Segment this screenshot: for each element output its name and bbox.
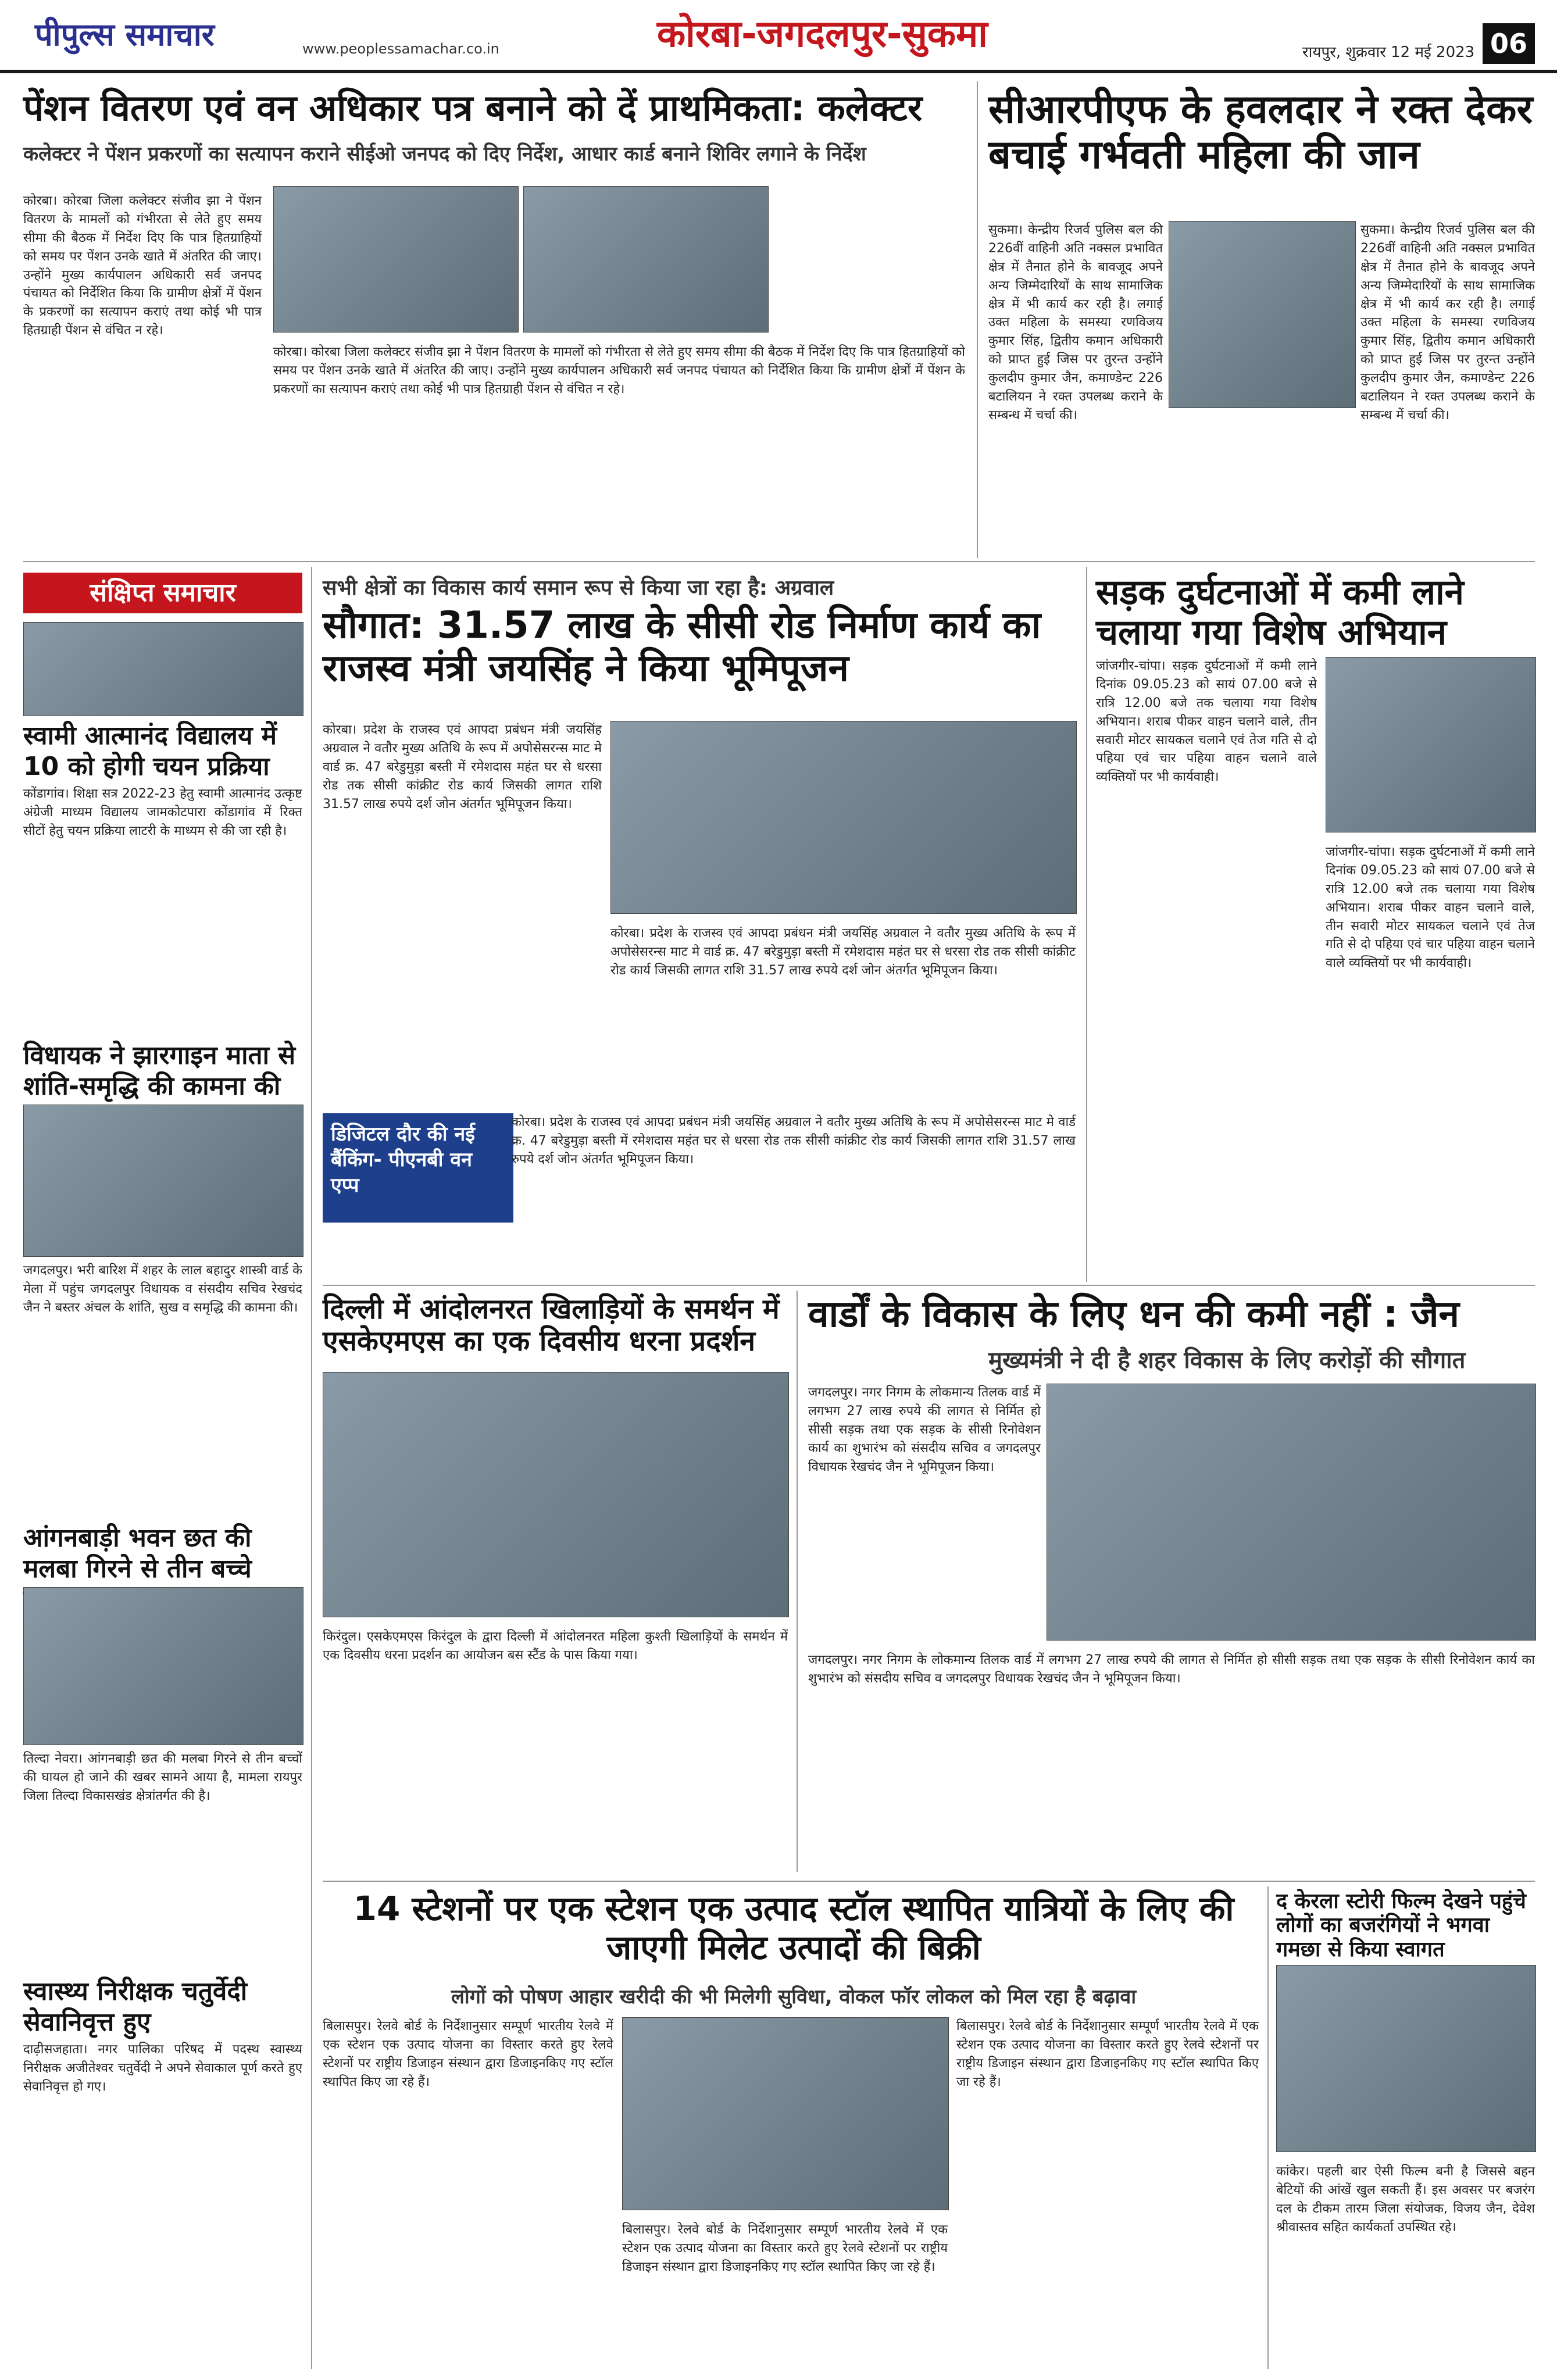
column-divider (1267, 1886, 1269, 2369)
brief1-body: कोंडागांव। शिक्षा सत्र 2022-23 हेतु स्वामी आत्मानंद उत्कृष्ट अंग्रेजी माध्यम विद्यालय जामकोटपारा कोंडागांव में रिक्त सीटों हेतु चयन प्रक्रिया लाटरी के माध्यम से की जा रही है। (23, 787, 302, 838)
section-title: कोरबा-जगदलपुर-सुकमा (657, 13, 988, 56)
brief2-body: जगदलपुर। भरी बारिश में शहर के लाल बहादुर शास्त्री वार्ड के मेला में पहुंच जगदलपुर विधायक व संसदीय सचिव रेखचंद जैन ने बस्तर अंचल के शांति, सुख व समृद्धि की कामना की। (23, 1263, 302, 1315)
story1-headline: पेंशन वितरण एवं वन अधिकार पत्र बनाने को दें प्राथमिकता: कलेक्टर (23, 87, 923, 129)
column-divider (311, 567, 312, 2369)
brief4-body: दाढ़ीसजहाता। नगर पालिका परिषद में पदस्थ स्वास्थ्य निरीक्षक अजीतेश्वर चतुर्वेदी ने अपने सेवाकाल पूर्ण करते हुए सेवानिवृत्त हो गए। (23, 2042, 302, 2094)
story4-body-cont: जांजगीर-चांपा। सड़क दुर्घटनाओं में कमी लाने दिनांक 09.05.23 को सायं 07.00 बजे से रात्रि 12.00 बजे तक चलाया गया विशेष अभियान। शराब पीकर वाहन चलाने वाले, तीन सवारी मोटर सायकल चलाने एवं तेज गति से दो पहिया एवं चार पहिया वाहन चलाने वाले व्यक्तियों पर भी कार्यवाही। (1326, 845, 1535, 971)
story3-body: कोरबा। प्रदेश के राजस्व एवं आपदा प्रबंधन मंत्री जयसिंह अग्रवाल ने वतौर मुख्य अतिथि के रूप में अपोसेसरन्स माट मे वार्ड क्र. 47 बरेडुमुड़ा बस्ती में रमेशदास महंत घर से धरसा रोड तक सीसी कांक्रीट रोड कार्य जिसकी लागत राशि 31.57 लाख रुपये दर्श जोन अंतर्गत भूमिपूजन किया। (323, 723, 602, 812)
story4-body: जांजगीर-चांपा। सड़क दुर्घटनाओं में कमी लाने दिनांक 09.05.23 को सायं 07.00 बजे से रात्रि 12.00 बजे तक चलाया गया विशेष अभियान। शराब पीकर वाहन चलाने वाले, तीन सवारी मोटर सायकल चलाने एवं तेज गति से दो पहिया एवं चार पहिया वाहन चलाने वाले व्यक्तियों पर भी कार्यवाही। (1096, 659, 1317, 785)
story6-photo (1047, 1384, 1536, 1641)
story2-headline: सीआरपीएफ के हवलदार ने रक्त देकर बचाई गर्भवती महिला की जान (988, 87, 1533, 178)
briefs-label: संक्षिप्त समाचार (23, 573, 302, 613)
story3-photo (610, 721, 1077, 914)
story4-headline: सड़क दुर्घटनाओं में कमी लाने चलाया गया विशेष अभियान (1096, 572, 1464, 653)
story6-body-cont: जगदलपुर। नगर निगम के लोकमान्य तिलक वार्ड में लगभग 27 लाख रुपये की लागत से निर्मित हो सीसी सड़क तथा एक सड़क के सीसी रिनोवेशन कार्य का शुभारंभ को संसदीय सचिव व जगदलपुर विधायक रेखचंद जैन ने भूमिपूजन किया। (808, 1653, 1535, 1686)
brief2-photo (23, 1105, 303, 1257)
dateline: रायपुर, शुक्रवार 12 मई 2023 (1302, 44, 1475, 61)
story3-headline: सौगात: 31.57 लाख के सीसी रोड निर्माण कार्य का राजस्व मंत्री जयसिंह ने किया भूमिपूजन (323, 604, 1041, 690)
story7-body: बिलासपुर। रेलवे बोर्ड के निर्देशानुसार सम्पूर्ण भारतीय रेलवे में एक स्टेशन एक उत्पाद योजना का विस्तार करते हुए रेलवे स्टेशनों पर राष्ट्रीय डिजाइन संस्थान द्वारा डिजाइनकिए गए स्टॉल स्थापित किए जा रहे हैं। (323, 2019, 613, 2089)
story1-body-cont: कोरबा। कोरबा जिला कलेक्टर संजीव झा ने पेंशन वितरण के मामलों को गंभीरता से लेते हुए समय सीमा की बैठक में निर्देश दिए कि पात्र हितग्राहियों को समय पर पेंशन उनके खाते में अंतरित की जाए। उन्होंने मुख्य कार्यपालन अधिकारी सर्व जनपद पंचायत को निर्देशित किया कि ग्रामीण क्षेत्रों में पेंशन के प्रकरणों का सत्यापन कराएं तथा कोई भी पात्र हितग्राही पेंशन से वंचित न रहे। (273, 345, 965, 396)
bank-ad[interactable]: डिजिटल दौर की नई बैंकिंग- पीएनबी वन एप्प (323, 1113, 513, 1223)
story6-headline: वार्डों के विकास के लिए धन की कमी नहीं : जैन (808, 1293, 1459, 1336)
story7-photo (622, 2017, 949, 2210)
story4-photo (1326, 657, 1536, 832)
story7-body-cont2: बिलासपुर। रेलवे बोर्ड के निर्देशानुसार सम्पूर्ण भारतीय रेलवे में एक स्टेशन एक उत्पाद योजना का विस्तार करते हुए रेलवे स्टेशनों पर राष्ट्रीय डिजाइन संस्थान द्वारा डिजाइनकिए गए स्टॉल स्थापित किए जा रहे हैं। (956, 2019, 1259, 2089)
story7-subhead: लोगों को पोषण आहार खरीदी की भी मिलेगी सुविधा, वोकल फॉर लोकल को मिल रहा है बढ़ावा (451, 1985, 1137, 2009)
brief3-body: तिल्दा नेवरा। आंगनबाड़ी छत की मलबा गिरने से तीन बच्चों की घायल हो जाने की खबर सामने आया है, मामला रायपुर जिला तिल्दा विकासखंड क्षेत्रांतर्गत की है। (23, 1752, 302, 1803)
story7-headline: 14 स्टेशनों पर एक स्टेशन एक उत्पाद स्टॉल स्थापित यात्रियों के लिए की जाएगी मिलेट उत्पादों की बिक्री (353, 1889, 1234, 1967)
website-url[interactable]: www.peoplessamachar.co.in (302, 41, 499, 57)
story2-body: सुकमा। केन्द्रीय रिजर्व पुलिस बल की 226वीं वाहिनी अति नक्सल प्रभावित क्षेत्र में तैनात होने के बावजूद अपने अन्य जिम्मेदारियों के साथ सामाजिक क्षेत्र में भी कार्य कर रही है। लगाई उक्त महिला के समस्या रणविजय कुमार सिंह, द्वितीय कमान अधिकारी को प्राप्त हुई जिस पर तुरन्त उन्होंने कुलदीप कुमार जैन, कमाण्डेन्ट 226 बटालियन ने रक्त उपलब्ध कराने के सम्बन्ध में चर्चा की। (988, 223, 1163, 423)
brief4-title: स्वास्थ्य निरीक्षक चतुर्वेदी सेवानिवृत्त हुए (23, 1977, 248, 2037)
ad-story-body: कोरबा। प्रदेश के राजस्व एवं आपदा प्रबंधन मंत्री जयसिंह अग्रवाल ने वतौर मुख्य अतिथि के रूप में अपोसेसरन्स माट मे वार्ड क्र. 47 बरेडुमुड़ा बस्ती में रमेशदास महंत घर से धरसा रोड तक सीसी कांक्रीट रोड कार्य जिसकी लागत राशि 31.57 लाख रुपये दर्श जोन अंतर्गत भूमिपूजन किया। (512, 1115, 1076, 1167)
column-divider (1086, 567, 1087, 1282)
story2-body-cont: सुकमा। केन्द्रीय रिजर्व पुलिस बल की 226वीं वाहिनी अति नक्सल प्रभावित क्षेत्र में तैनात होने के बावजूद अपने अन्य जिम्मेदारियों के साथ सामाजिक क्षेत्र में भी कार्य कर रही है। लगाई उक्त महिला के समस्या रणविजय कुमार सिंह, द्वितीय कमान अधिकारी को प्राप्त हुई जिस पर तुरन्त उन्होंने कुलदीप कुमार जैन, कमाण्डेन्ट 226 बटालियन ने रक्त उपलब्ध कराने के सम्बन्ध में चर्चा की। (1360, 223, 1535, 423)
column-divider (977, 81, 978, 558)
story1-subhead: कलेक्टर ने पेंशन प्रकरणों का सत्यापन कराने सीईओ जनपद को दिए निर्देश, आधार कार्ड बनाने शिविर लगाने के निर्देश (23, 142, 866, 166)
story8-photo (1276, 1965, 1536, 2152)
brief3-title: आंगनबाड़ी भवन छत की मलबा गिरने से तीन बच्चे (23, 1523, 252, 1584)
story3-kicker: सभी क्षेत्रों का विकास कार्य समान रूप से किया जा रहा है: अग्रवाल (323, 576, 834, 600)
story1-body: कोरबा। कोरबा जिला कलेक्टर संजीव झा ने पेंशन वितरण के मामलों को गंभीरता से लेते हुए समय सीमा की बैठक में निर्देश दिए कि पात्र हितग्राहियों को समय पर पेंशन उनके खाते में अंतरित की जाए। उन्होंने मुख्य कार्यपालन अधिकारी सर्व जनपद पंचायत को निर्देशित किया कि ग्रामीण क्षेत्रों में पेंशन के प्रकरणों का सत्यापन कराएं तथा कोई भी पात्र हितग्राही पेंशन से वंचित न रहे। (23, 194, 262, 338)
column-divider (797, 1291, 798, 1872)
section-divider (23, 561, 1535, 562)
story1-photo-1 (273, 186, 519, 333)
brief1-title: स्वामी आत्मानंद विद्यालय में 10 को होगी चयन प्रक्रिया (23, 721, 277, 781)
brief1-photo (23, 622, 303, 716)
newspaper-logo: पीपुल्स समाचार (35, 16, 215, 53)
story5-headline: दिल्ली में आंदोलनरत खिलाड़ियों के समर्थन में एसकेएमएस का एक दिवसीय धरना प्रदर्शन (323, 1293, 780, 1358)
story6-subhead: मुख्यमंत्री ने दी है शहर विकास के लिए करोड़ों की सौगात (988, 1347, 1466, 1374)
story5-photo (323, 1372, 789, 1617)
section-divider (323, 1285, 1535, 1286)
story3-body-cont: कोरबा। प्रदेश के राजस्व एवं आपदा प्रबंधन मंत्री जयसिंह अग्रवाल ने वतौर मुख्य अतिथि के रूप में अपोसेसरन्स माट मे वार्ड क्र. 47 बरेडुमुड़ा बस्ती में रमेशदास महंत घर से धरसा रोड तक सीसी कांक्रीट रोड कार्य जिसकी लागत राशि 31.57 लाख रुपये दर्श जोन अंतर्गत भूमिपूजन किया। (610, 926, 1076, 978)
story2-photo (1169, 221, 1356, 408)
story8-body: कांकेर। पहली बार ऐसी फिल्म बनी है जिससे बहन बेटियों की आंखें खुल सकती हैं। इस अवसर पर बजरंग दल के टीकम तारम जिला संयोजक, विजय जैन, देवेश श्रीवास्तव सहित कार्यकर्ता उपस्थित रहे। (1276, 2164, 1535, 2235)
section-divider (323, 1881, 1535, 1882)
page-number: 06 (1483, 23, 1535, 64)
brief3-photo (23, 1587, 303, 1745)
brief2-title: विधायक ने झारगाइन माता से शांति-समृद्धि की कामना की (23, 1041, 296, 1101)
story8-headline: द केरला स्टोरी फिल्म देखने पहुंचे लोगों का बजरंगियों ने भगवा गमछा से किया स्वागत (1276, 1889, 1526, 1961)
story6-body: जगदलपुर। नगर निगम के लोकमान्य तिलक वार्ड में लगभग 27 लाख रुपये की लागत से निर्मित हो सीसी सड़क तथा एक सड़क के सीसी रिनोवेशन कार्य का शुभारंभ को संसदीय सचिव व जगदलपुर विधायक रेखचंद जैन ने भूमिपूजन किया। (808, 1385, 1041, 1474)
story1-photo-2 (523, 186, 769, 333)
story7-body-cont: बिलासपुर। रेलवे बोर्ड के निर्देशानुसार सम्पूर्ण भारतीय रेलवे में एक स्टेशन एक उत्पाद योजना का विस्तार करते हुए रेलवे स्टेशनों पर राष्ट्रीय डिजाइन संस्थान द्वारा डिजाइनकिए गए स्टॉल स्थापित किए जा रहे हैं। (622, 2222, 948, 2274)
story5-body: किरंदुल। एसकेएमएस किरंदुल के द्वारा दिल्ली में आंदोलनरत महिला कुश्ती खिलाड़ियों के समर्थन में एक दिवसीय धरना प्रदर्शन का आयोजन बस स्टैंड के पास किया गया। (323, 1629, 788, 1663)
